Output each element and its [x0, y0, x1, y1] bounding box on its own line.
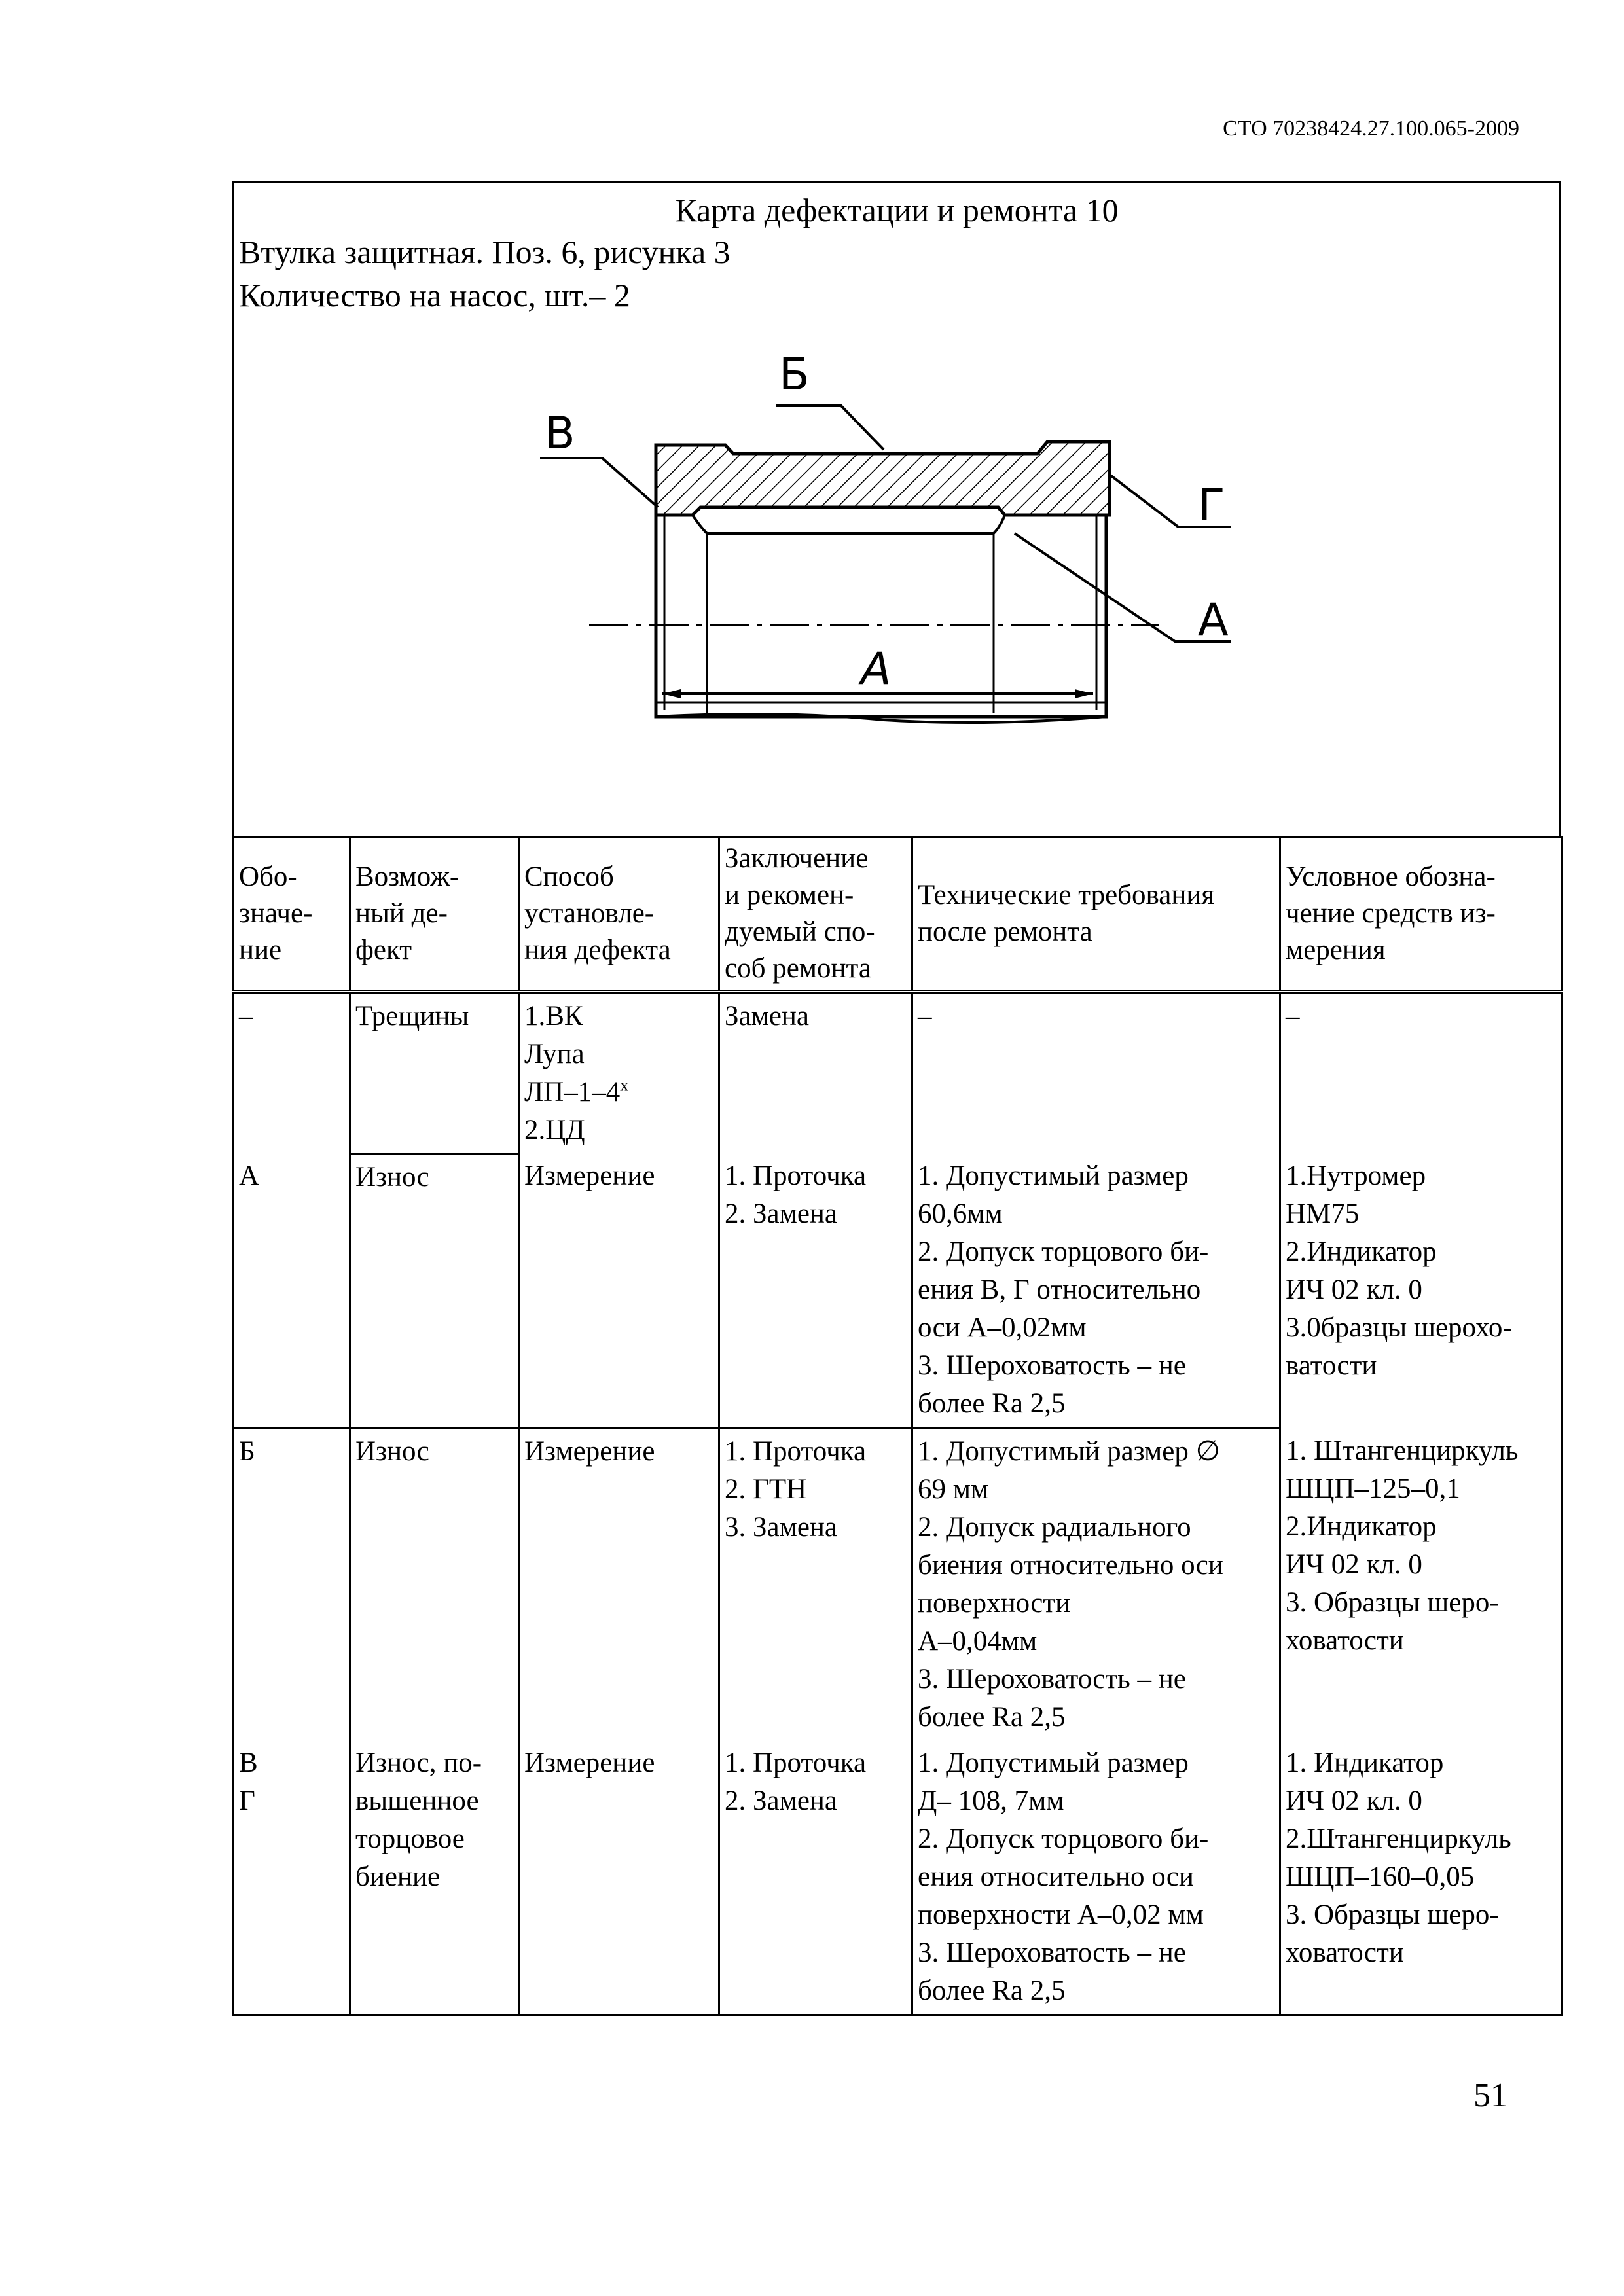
header-method: Способ установле- ния дефекта [519, 837, 719, 992]
cell-repair: 1. Проточка 2. Замена [719, 1740, 912, 2015]
part-name: Втулка защитная. Поз. 6, рисунка 3 [239, 234, 731, 270]
page-number: 51 [1473, 2077, 1507, 2114]
inner-bore [693, 515, 1005, 533]
table-header-row [234, 837, 1562, 992]
table-row [234, 992, 1562, 1153]
table-row [234, 1428, 1562, 1741]
cell-repair: 1. Проточка 2. Замена [719, 1153, 912, 1428]
cell-method: 1.ВК Лупа $ЛП-1-4^х$ 2.ЦД [519, 992, 719, 1153]
label-g: Г [1198, 480, 1225, 531]
cell-defect: Износ, по- вышенное торцовое биение [350, 1740, 519, 2015]
cell-requirements: 1. Допустимый размер ∅ 69 мм 2. Допуск радиального биения относительно оси поверхности А–0,04мм 3. Шероховатость – не более Ra 2,5 [912, 1428, 1280, 1741]
header-defect: Возмож- ный де- фект [350, 837, 519, 992]
cell-method: Измерение [519, 1740, 719, 2015]
card-title: Карта дефектации и ремонта 10 [675, 192, 1119, 228]
bushing-drawing [517, 344, 1270, 736]
cell-requirements: 1. Допустимый размер Д– 108, 7мм 2. Допуск торцового би- ения относительно оси поверхности А–0,02 мм 3. Шероховатость – не более Ra 2,5 [912, 1740, 1280, 2015]
cell-tools: 1. Штангенциркуль ШЦП–125–0,1 2.Индикатор ИЧ 02 кл. 0 3. Образцы шеро- ховатости [1280, 1428, 1562, 1741]
header-tools: Условное обозна- чение средств из- мерения [1280, 837, 1562, 992]
cell-requirements: – [912, 992, 1280, 1153]
table-row [234, 1740, 1562, 2015]
quantity: Количество на насос, шт.– 2 [239, 277, 630, 314]
header-repair: Заключение и рекомен- дуемый спо- соб ремонта [719, 837, 912, 992]
cell-defect: Износ [350, 1153, 519, 1428]
cell-tools: – [1280, 992, 1562, 1153]
cell-tools: 1. Индикатор ИЧ 02 кл. 0 2.Штангенциркуль ШЦП–160–0,05 3. Образцы шеро- ховатости [1280, 1740, 1562, 2015]
cell-tools: 1.Нутромер НМ75 2.Индикатор ИЧ 02 кл. 0 3.0бразцы шерохо- ватости [1280, 1153, 1562, 1428]
cell-method: Измерение [519, 1428, 719, 1741]
label-v: В [545, 408, 575, 459]
table-row [234, 1153, 1562, 1428]
label-a-axis: А [861, 643, 892, 695]
hatched-section [656, 442, 1110, 515]
cell-designation: Б [234, 1428, 350, 1741]
cell-defect: Износ [350, 1428, 519, 1741]
cell-designation: А [234, 1153, 350, 1428]
cell-requirements: 1. Допустимый размер 60,6мм 2. Допуск торцового би- ения В, Г относительно оси А–0,02мм 3. Шероховатость – не более Ra 2,5 [912, 1153, 1280, 1428]
cell-designation: В Г [234, 1740, 350, 2015]
cell-repair: 1. Проточка 2. ГТН 3. Замена [719, 1428, 912, 1741]
header-designation: Обо- значе- ние [234, 837, 350, 992]
label-b: Б [779, 349, 810, 401]
cell-repair: Замена [719, 992, 912, 1153]
cell-designation: – [234, 992, 350, 1153]
cell-method: Измерение [519, 1153, 719, 1428]
header-requirements: Технические требования после ремонта [912, 837, 1280, 992]
label-a-right: А [1198, 594, 1229, 646]
cell-defect: Трещины [350, 992, 519, 1153]
document-code: СТО 70238424.27.100.065-2009 [1223, 117, 1519, 141]
defect-table [232, 836, 1563, 2016]
